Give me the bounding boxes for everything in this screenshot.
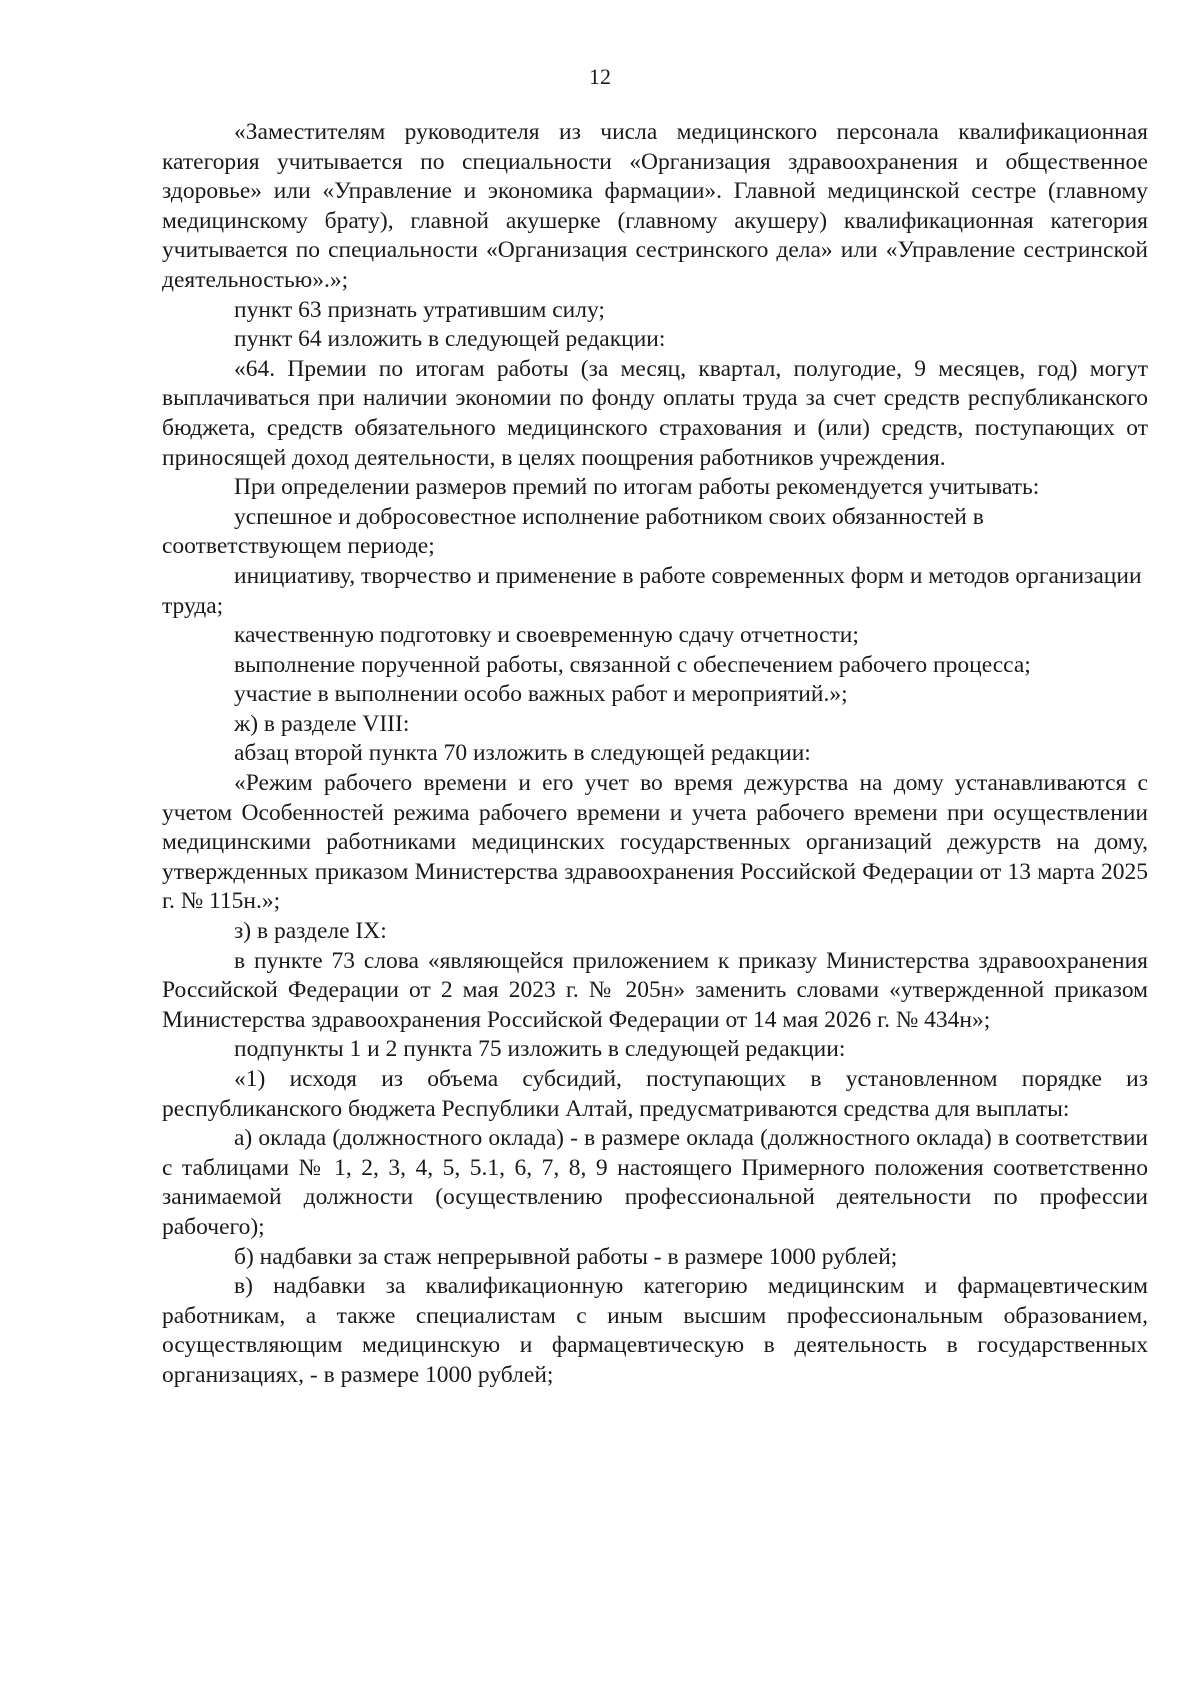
paragraph-criterion-important-work: участие в выполнении особо важных работ и мероприятий.»; <box>234 681 848 708</box>
paragraph-criterion-reporting: качественную подготовку и своевременную сдачу отчетности; <box>234 622 859 649</box>
paragraph-on-call-regime: «Режим рабочего времени и его учет во время дежурства на дому устанавливаются с учетом Особенностей режима рабочего времени и учета рабочего времени при осуществлении медицинскими работниками медицинских государственных организаций дежурств на дому, утвержденных приказом Министерства здравоохранения Российской Федерации от 13 марта 2025 г. № 115н.»; <box>162 770 1148 915</box>
paragraph-bonus-criteria-intro: При определении размеров премий по итогам работы рекомендуется учитывать: <box>234 474 1040 501</box>
paragraph-item-70-intro: абзац второй пункта 70 изложить в следующей редакции: <box>234 740 811 767</box>
paragraph-criterion-duties: успешное и добросовестное исполнение работником своих обязанностей в соответствующем периоде; <box>162 503 984 560</box>
paragraph-criterion-initiative: инициативу, творчество и применение в работе современных форм и методов организации труда; <box>162 562 1142 619</box>
paragraph-section-viii: ж) в разделе VIII: <box>234 710 410 737</box>
paragraph-subitem-v-qualification: в) надбавки за квалификационную категорию медицинским и фармацевтическим работникам, а также специалистам с иным высшим профессиональным образованием, осуществляющим медицинскую и фармацевтическую в деятельность в государственных организациях, - в размере 1000 рублей; <box>162 1273 1148 1388</box>
page-number: 12 <box>589 64 611 89</box>
paragraph-subitem-a-salary: а) оклада (должностного оклада) - в размере оклада (должностного оклада) в соответствии с таблицами № 1, 2, 3, 4, 5, 5.1, 6, 7, 8, 9 настоящего Примерного положения соответственно занимаемой должности (осуществлению профессиональной деятельности по профессии рабочего); <box>162 1125 1148 1240</box>
paragraph-item-64-intro: пункт 64 изложить в следующей редакции: <box>234 326 666 353</box>
paragraph-subitem-b-seniority: б) надбавки за стаж непрерывной работы - в размере 1000 рублей; <box>234 1243 898 1270</box>
document-body <box>162 118 1148 1391</box>
paragraph-item-73: в пункте 73 слова «являющейся приложением к приказу Министерства здравоохранения Российской Федерации от 2 мая 2023 г. № 205н» заменить словами «утвержденной приказом Министерства здравоохранения Российской Федерации от 14 мая 2026 г. № 434н»; <box>162 947 1148 1033</box>
paragraph-criterion-assigned-work: выполнение порученной работы, связанной с обеспечением рабочего процесса; <box>234 651 1031 678</box>
paragraph-subitem-1: «1) исходя из объема субсидий, поступающих в установленном порядке из республиканского бюджета Республики Алтай, предусматриваются средства для выплаты: <box>162 1066 1148 1122</box>
paragraph-item-63: пункт 63 признать утратившим силу; <box>234 296 605 323</box>
paragraph-item-64-bonuses: «64. Премии по итогам работы (за месяц, квартал, полугодие, 9 месяцев, год) могут выплачиваться при наличии экономии по фонду оплаты труда за счет средств республиканского бюджета, средств обязательного медицинского страхования и (или) средств, поступающих от приносящей доход деятельности, в целях поощрения работников учреждения. <box>162 355 1148 471</box>
paragraph-deputies-category: «Заместителям руководителя из числа медицинского персонала квалификационная категория учитывается по специальности «Организация здравоохранения и общественное здоровье» или «Управление и экономика фармации». Главной медицинской сестре (главному медицинскому брату), главной акушерке (главному акушеру) квалификационная категория учитывается по специальности «Организация сестринского дела» или «Управление сестринской деятельностью».»; <box>162 119 1148 293</box>
paragraph-item-75-intro: подпункты 1 и 2 пункта 75 изложить в следующей редакции: <box>234 1036 846 1063</box>
paragraph-section-ix: з) в разделе IX: <box>234 918 387 945</box>
